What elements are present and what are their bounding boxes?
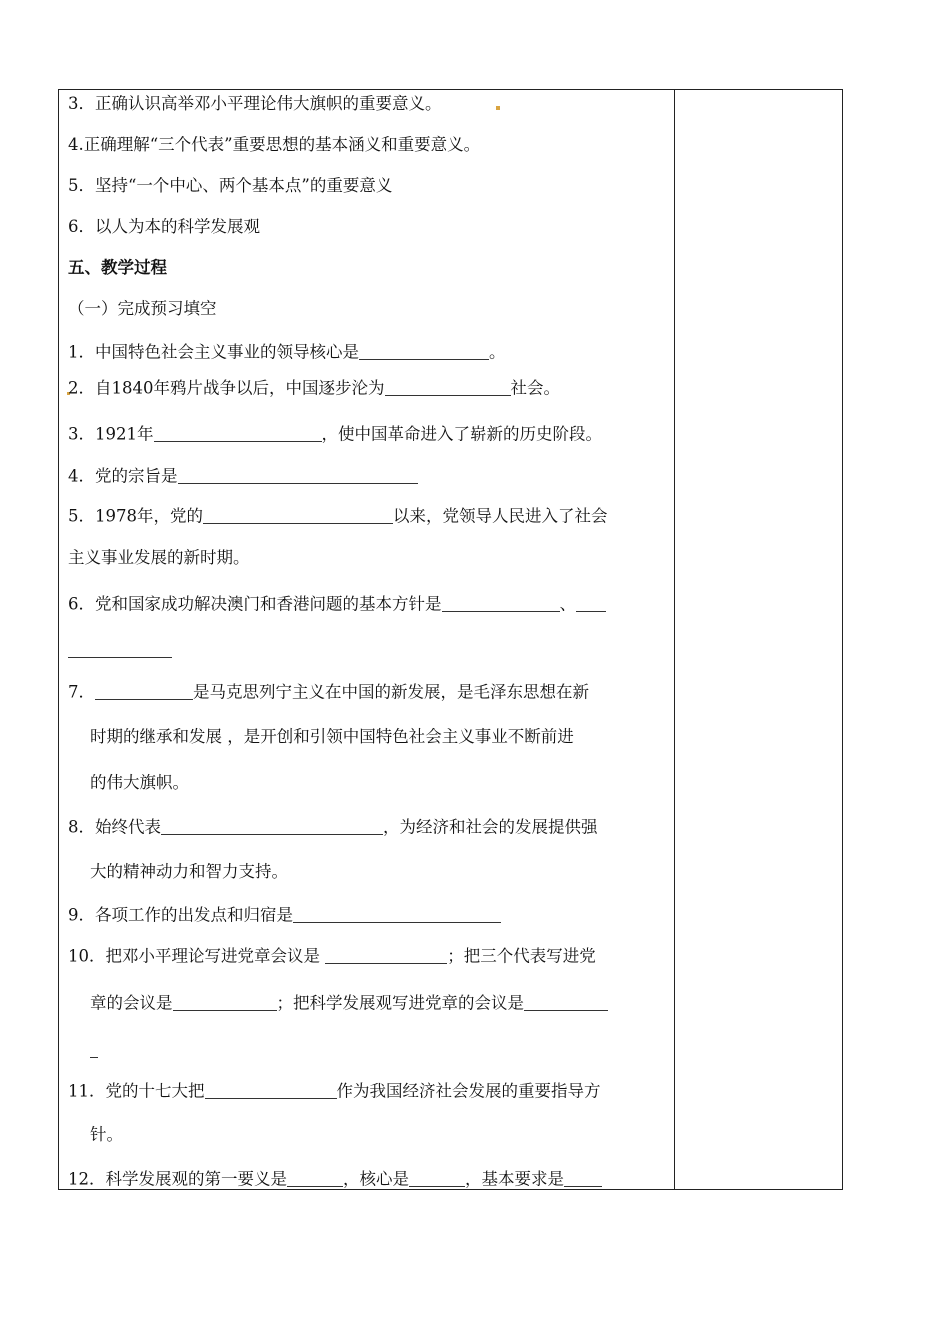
section-title: 五、教学过程 (68, 258, 167, 277)
answer-blank[interactable] (325, 946, 447, 964)
objective-6: 6．以人为本的科学发展观 (68, 217, 260, 236)
question-1: 1．中国特色社会主义事业的领导核心是 。 (68, 342, 506, 362)
answer-blank[interactable] (90, 1040, 98, 1058)
question-4: 4．党的宗旨是 (68, 466, 418, 485)
objective-4: 4.正确理解“三个代表”重要思想的基本涵义和重要意义。 (68, 135, 481, 154)
question-7-cont: 的伟大旗帜。 (90, 773, 189, 792)
answer-blank[interactable] (524, 993, 608, 1011)
question-6-cont (68, 640, 172, 659)
answer-blank[interactable] (161, 817, 383, 835)
answer-blank[interactable] (203, 506, 393, 524)
question-6: 6．党和国家成功解决澳门和香港问题的基本方针是 、 (68, 594, 606, 613)
marker-dot (496, 106, 500, 110)
answer-blank[interactable] (178, 466, 418, 484)
question-5-cont: 主义事业发展的新时期。 (68, 548, 250, 567)
question-9: 9．各项工作的出发点和归宿是 (68, 905, 501, 924)
question-3: 3．1921年 ，使中国革命进入了崭新的历史阶段。 (68, 424, 602, 444)
answer-blank[interactable] (95, 682, 193, 700)
subsection-title: （一）完成预习填空 (68, 299, 217, 318)
answer-blank[interactable] (576, 594, 606, 612)
question-11: 11．党的十七大把 作为我国经济社会发展的重要指导方 (68, 1081, 601, 1101)
answer-blank[interactable] (293, 905, 501, 923)
answer-blank[interactable] (442, 594, 560, 612)
question-8-cont: 大的精神动力和智力支持。 (90, 862, 288, 881)
answer-blank[interactable] (205, 1081, 337, 1099)
question-11-cont: 针。 (90, 1125, 123, 1144)
answer-blank[interactable] (287, 1169, 343, 1187)
question-5: 5．1978年，党的 以来，党领导人民进入了社会 (68, 506, 608, 526)
answer-blank[interactable] (154, 424, 322, 442)
question-2: 2．自1840年鸦片战争以后，中国逐步沦为 社会。 (68, 378, 560, 398)
column-divider (674, 89, 675, 1190)
answer-blank[interactable] (385, 378, 511, 396)
table-frame (58, 89, 843, 1190)
question-10: 10．把邓小平理论写进党章会议是 ；把三个代表写进党 (68, 946, 596, 966)
answer-blank[interactable] (409, 1169, 465, 1187)
question-8: 8．始终代表 ，为经济和社会的发展提供强 (68, 817, 598, 837)
question-10-cont (90, 1040, 98, 1059)
question-7-cont: 时期的继承和发展 ，是开创和引领中国特色社会主义事业不断前进 (90, 727, 574, 746)
objective-3: 3．正确认识高举邓小平理论伟大旗帜的重要意义。 (68, 94, 442, 113)
answer-blank[interactable] (359, 342, 489, 360)
question-7: 7． 是马克思列宁主义在中国的新发展，是毛泽东思想在新 (68, 682, 589, 702)
answer-blank[interactable] (564, 1169, 602, 1187)
objective-5: 5．坚持“一个中心、两个基本点”的重要意义 (68, 176, 393, 195)
question-12: 12．科学发展观的第一要义是 ，核心是 ，基本要求是 (68, 1169, 602, 1188)
answer-blank[interactable] (68, 640, 172, 658)
answer-blank[interactable] (173, 993, 277, 1011)
question-10-cont: 章的会议是 ；把科学发展观写进党章的会议是 (90, 993, 608, 1012)
